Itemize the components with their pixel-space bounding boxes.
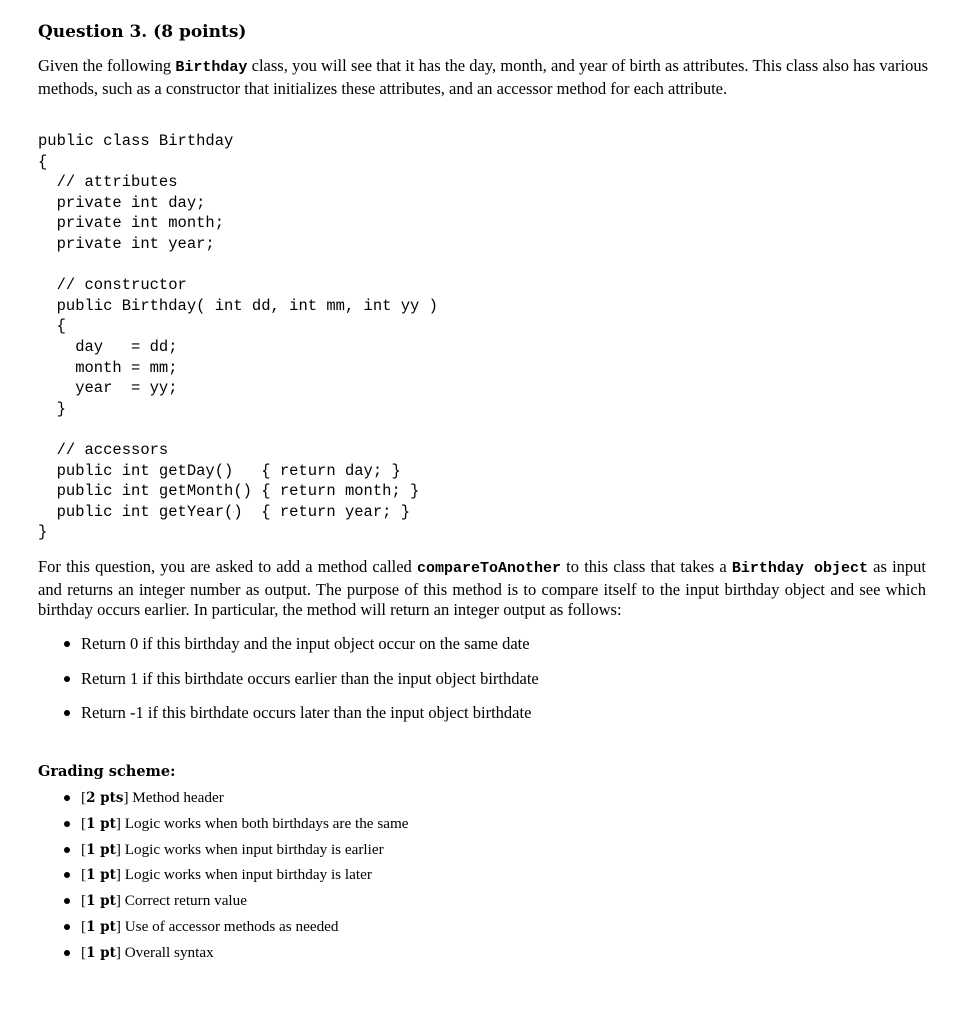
code-line: private int year; — [38, 234, 215, 253]
code-line: // constructor — [38, 276, 187, 295]
task-text-1: For this question, you are asked to add a method called — [38, 557, 417, 576]
grading-item: [1 pt] Use of accessor methods as needed — [62, 917, 409, 943]
grading-item: [1 pt] Logic works when both birthdays are the same — [62, 814, 409, 840]
question-title: Question 3. (8 points) — [38, 22, 247, 42]
list-item-text: Return 1 if this birthdate occurs earlier than the input object birthdate — [81, 668, 539, 688]
grading-text: Logic works when input birthday is later — [124, 866, 372, 884]
code-line: { — [38, 152, 48, 171]
code-line: { — [38, 317, 66, 336]
code-line: public class Birthday — [38, 132, 234, 150]
list-item — [62, 702, 539, 737]
code-line: public int getDay() { return day; } — [38, 461, 401, 480]
bullet-icon — [64, 898, 70, 904]
code-line: year = yy; — [38, 379, 178, 398]
return-values-list — [62, 633, 539, 737]
bullet-icon — [64, 847, 70, 853]
bullet-icon — [64, 924, 70, 930]
task-text-2: to this class that takes a — [561, 557, 732, 576]
code-line: private int day; — [38, 193, 206, 212]
grading-points: 1 pt — [86, 815, 116, 832]
intro-text-1: Given the following — [38, 56, 176, 75]
task-paragraph — [38, 557, 926, 621]
code-line: // accessors — [38, 440, 169, 459]
bullet-icon — [64, 795, 70, 801]
bullet-icon — [64, 710, 70, 716]
grading-item: [1 pt] Logic works when input birthday is earlier — [62, 840, 409, 866]
bullet-icon — [64, 821, 70, 827]
bullet-icon — [64, 950, 70, 956]
grading-text: Overall syntax — [124, 943, 214, 961]
code-line: public Birthday( int dd, int mm, int yy ) — [38, 296, 438, 315]
grading-item: [1 pt] Logic works when input birthday is later — [62, 865, 409, 891]
bullet-icon — [64, 872, 70, 878]
grading-points: 1 pt — [86, 867, 116, 884]
grading-text: Method header — [132, 789, 224, 806]
code-line: } — [38, 523, 48, 542]
intro-text-2: class, you will see that it has the day, month, and year of birth as attributes. This class also has various methods, such as a constructor that initializes these attributes, and an accessor method for each attribute. — [38, 56, 928, 98]
grading-list — [62, 788, 409, 969]
grading-title: Grading scheme: — [38, 763, 176, 780]
bullet-icon — [64, 641, 70, 647]
code-line: private int month; — [38, 214, 225, 233]
grading-item: [1 pt] Correct return value — [62, 891, 409, 917]
code-line: // attributes — [38, 173, 178, 192]
grading-text: Logic works when input birthday is earlier — [124, 840, 384, 858]
list-item — [62, 668, 539, 703]
intro-class-name: Birthday — [175, 59, 248, 76]
grading-points: 2 pts — [86, 790, 124, 806]
code-block — [38, 131, 438, 543]
object-type: Birthday object — [731, 560, 868, 577]
list-item-text: Return -1 if this birthdate occurs later than the input object birthdate — [81, 703, 532, 722]
grading-points: 1 pt — [86, 918, 116, 935]
bullet-icon — [64, 676, 70, 682]
intro-paragraph — [38, 56, 928, 99]
grading-points: 1 pt — [86, 841, 116, 858]
grading-points: 1 pt — [86, 944, 116, 961]
list-item-text: Return 0 if this birthday and the input object occur on the same date — [81, 634, 530, 653]
list-item — [62, 633, 539, 668]
code-line: } — [38, 399, 66, 418]
code-line: public int getYear() { return year; } — [38, 502, 411, 521]
grading-item: [2 pts] Method header — [62, 788, 409, 814]
code-line: month = mm; — [38, 358, 178, 377]
grading-text: Correct return value — [124, 892, 247, 910]
grading-points: 1 pt — [86, 893, 116, 910]
code-line: day = dd; — [38, 337, 178, 356]
grading-text: Logic works when both birthdays are the same — [124, 814, 409, 832]
grading-text: Use of accessor methods as needed — [124, 917, 339, 935]
grading-item: [1 pt] Overall syntax — [62, 943, 409, 969]
task-text-3: as input and returns an integer number as output. The purpose of this method is to compare itself to the input birthday object and see which birthday occurs earlier. In particular, the method will return an integer output as follows: — [38, 557, 927, 619]
code-line: public int getMonth() { return month; } — [38, 482, 420, 501]
method-name: compareToAnother — [416, 560, 562, 577]
